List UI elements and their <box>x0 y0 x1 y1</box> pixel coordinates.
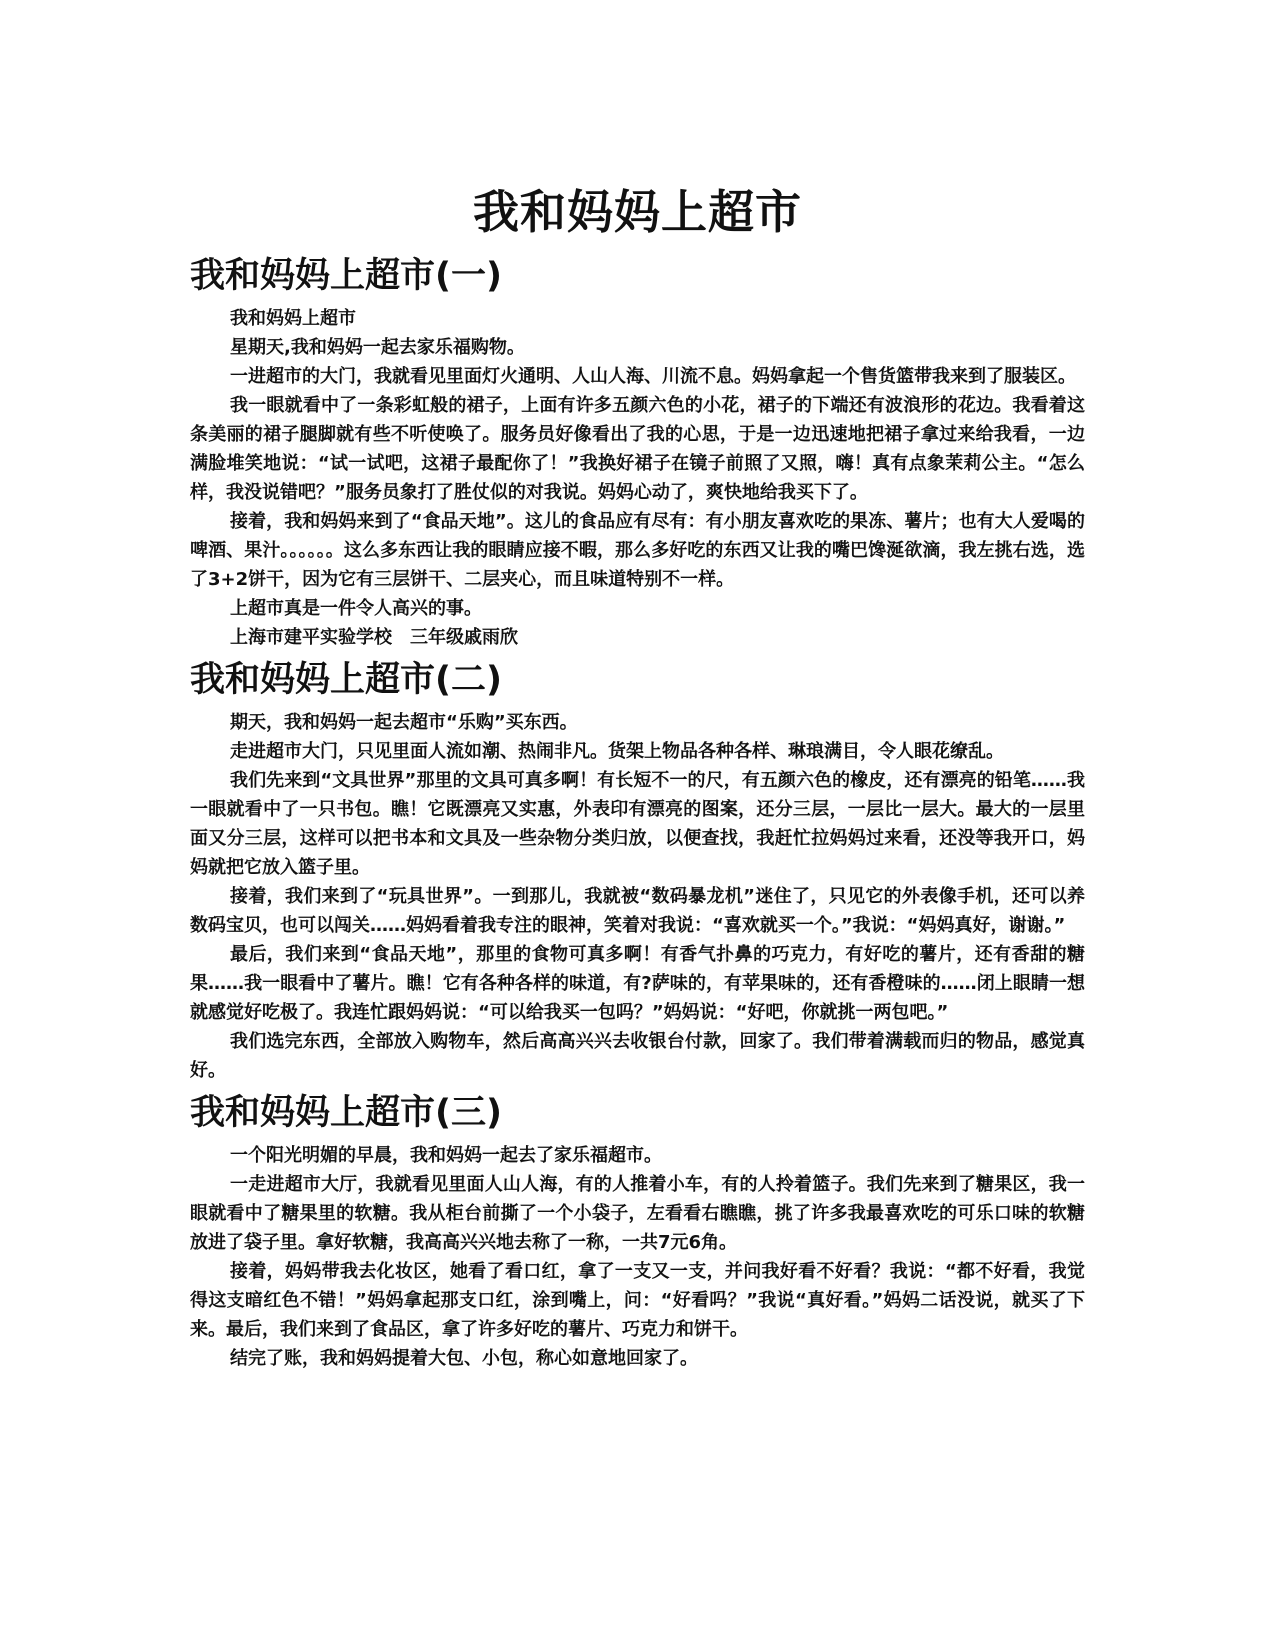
paragraph: 期天，我和妈妈一起去超市“乐购”买东西。 <box>230 712 578 733</box>
paragraph: 上超市真是一件令人高兴的事。 <box>230 598 482 619</box>
paragraph: 接着，我们来到了“玩具世界”。一到那儿，我就被“数码暴龙机”迷住了，只见它的外表像手机，还可以养数码宝贝，也可以闯关……妈妈看着我专注的眼神，笑着对我说：“喜欢就买一个。”我说：“妈妈真好，谢谢。” <box>190 886 1085 936</box>
section-heading: 我和妈妈上超市(三) <box>190 1093 502 1133</box>
section-2 <box>190 656 1085 1085</box>
section-heading: 我和妈妈上超市(二) <box>190 660 502 700</box>
paragraph: 走进超市大门，只见里面人流如潮、热闹非凡。货架上物品各种各样、琳琅满目，令人眼花缭乱。 <box>230 741 1004 762</box>
paragraph: 最后，我们来到“食品天地”，那里的食物可真多啊！有香气扑鼻的巧克力，有好吃的薯片，还有香甜的糖果……我一眼看中了薯片。瞧！它有各种各样的味道，有?萨味的，有苹果味的，还有香橙味的……闭上眼睛一想就感觉好吃极了。我连忙跟妈妈说：“可以给我买一包吗？”妈妈说：“好吧，你就挑一两包吧。” <box>190 944 1085 1023</box>
paragraph: 接着，妈妈带我去化妆区，她看了看口红，拿了一支又一支，并问我好看不好看？我说：“都不好看，我觉得这支暗红色不错！”妈妈拿起那支口红，涂到嘴上，问：“好看吗？”我说“真好看。”妈妈二话没说，就买了下来。最后，我们来到了食品区，拿了许多好吃的薯片、巧克力和饼干。 <box>190 1261 1085 1340</box>
section-3 <box>190 1089 1085 1373</box>
section-1 <box>190 252 1085 652</box>
author-line: 上海市建平实验学校 三年级戚雨欣 <box>230 627 518 648</box>
section-heading: 我和妈妈上超市(一) <box>190 256 502 296</box>
document-title: 我和妈妈上超市 <box>473 185 802 239</box>
paragraph: 接着，我和妈妈来到了“食品天地”。这儿的食品应有尽有：有小朋友喜欢吃的果冻、薯片；也有大人爱喝的啤酒、果汁。。。。。。这么多东西让我的眼睛应接不暇，那么多好吃的东西又让我的嘴巴馋涎欲滴，我左挑右选，选了3+2饼干，因为它有三层饼干、二层夹心，而且味道特别不一样。 <box>190 511 1085 590</box>
paragraph: 我们选完东西，全部放入购物车，然后高高兴兴去收银台付款，回家了。我们带着满载而归的物品，感觉真好。 <box>190 1031 1085 1081</box>
paragraph: 我和妈妈上超市 <box>230 308 356 329</box>
paragraph: 一走进超市大厅，我就看见里面人山人海，有的人推着小车，有的人拎着篮子。我们先来到了糖果区，我一眼就看中了糖果里的软糖。我从柜台前撕了一个小袋子，左看看右瞧瞧，挑了许多我最喜欢吃的可乐口味的软糖放进了袋子里。拿好软糖，我高高兴兴地去称了一称，一共7元6角。 <box>190 1174 1085 1253</box>
paragraph: 我一眼就看中了一条彩虹般的裙子，上面有许多五颜六色的小花，裙子的下端还有波浪形的花边。我看着这条美丽的裙子腿脚就有些不听使唤了。服务员好像看出了我的心思，于是一边迅速地把裙子拿过来给我看，一边满脸堆笑地说：“试一试吧，这裙子最配你了！”我换好裙子在镜子前照了又照，嗨！真有点象茉莉公主。“怎么样，我没说错吧？”服务员象打了胜仗似的对我说。妈妈心动了，爽快地给我买下了。 <box>190 395 1085 503</box>
document-page <box>190 180 1085 1377</box>
paragraph: 星期天,我和妈妈一起去家乐福购物。 <box>230 337 525 358</box>
paragraph: 我们先来到“文具世界”那里的文具可真多啊！有长短不一的尺，有五颜六色的橡皮，还有漂亮的铅笔……我一眼就看中了一只书包。瞧！它既漂亮又实惠，外表印有漂亮的图案，还分三层，一层比一层大。最大的一层里面又分三层，这样可以把书本和文具及一些杂物分类归放，以便查找，我赶忙拉妈妈过来看，还没等我开口，妈妈就把它放入篮子里。 <box>190 770 1085 878</box>
paragraph: 一个阳光明媚的早晨，我和妈妈一起去了家乐福超市。 <box>230 1145 662 1166</box>
paragraph: 结完了账，我和妈妈提着大包、小包，称心如意地回家了。 <box>230 1348 698 1369</box>
paragraph: 一进超市的大门，我就看见里面灯火通明、人山人海、川流不息。妈妈拿起一个售货篮带我来到了服装区。 <box>230 366 1076 387</box>
